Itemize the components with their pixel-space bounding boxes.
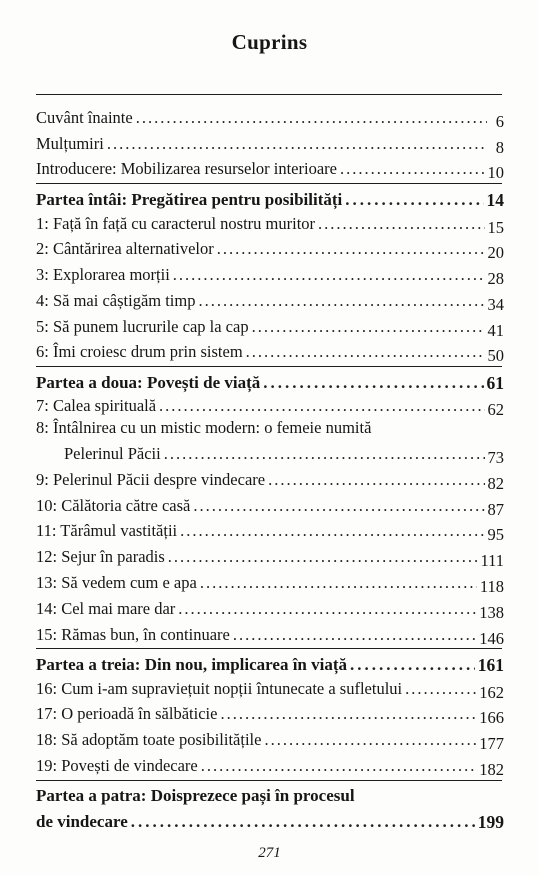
entry-title: 3: Explorarea morții [36,265,170,284]
toc-entry-chapter-8-line-1[interactable]: 8: Întâlnirea cu un mistic modern: o femeie numită [36,418,372,437]
toc-entry-chapter-15[interactable] [36,621,504,648]
toc-entry-acknowledgements[interactable] [36,130,504,157]
page-number: 166 [479,708,504,727]
leader-dots [263,373,483,393]
entry-title: Introducere: Mobilizarea resurselor interioare [36,159,337,178]
toc-entry-chapter-8[interactable] [64,440,504,467]
leader-dots [318,214,484,234]
leader-dots [200,573,477,593]
title-rule [36,94,502,95]
leader-dots [217,239,485,259]
entry-title: 19: Povești de vindecare [36,756,198,775]
entry-title: 12: Sejur în paradis [36,547,165,566]
page-number: 20 [487,243,504,262]
entry-title-continuation: Pelerinul Păcii [64,444,161,463]
part-title-continuation: de vindecare [36,812,128,831]
page-number: 146 [479,629,504,648]
leader-dots [198,291,484,311]
page-number: 34 [487,295,504,314]
entry-title: 1: Față în față cu caracterul nostru muritor [36,214,316,233]
page-number: 73 [487,448,504,467]
entry-title: 4: Să mai câștigăm timp [36,291,196,310]
part-title: Partea a treia: Din nou, implicarea în viață [36,655,348,674]
page-number: 161 [477,655,504,675]
toc-entry-chapter-18[interactable] [36,726,504,753]
leader-dots [264,730,476,750]
toc-entry-introduction[interactable] [36,155,504,182]
page-number: 61 [486,373,504,393]
entry-title: 15: Rămas bun, în continuare [36,625,230,644]
leader-dots [180,521,484,541]
toc-part-1[interactable] [36,186,504,210]
leader-dots [107,134,487,154]
leader-dots [164,444,485,464]
leader-dots [233,625,476,645]
entry-title: 10: Călătoria către casă [36,496,191,515]
toc-part-2[interactable] [36,369,504,393]
leader-dots [136,108,487,128]
page-number: 177 [479,734,504,753]
page-number: 182 [479,760,504,779]
page-number: 8 [495,138,504,157]
page-number: 50 [487,346,504,365]
leader-dots [345,190,483,210]
page-number: 62 [487,400,504,419]
leader-dots [350,655,475,675]
entry-title: 17: O perioadă în sălbăticie [36,704,218,723]
page-title: Cuprins [231,30,308,54]
toc-entry-chapter-16[interactable] [36,675,504,702]
entry-title: 18: Să adoptăm toate posibilitățile [36,730,262,749]
leader-dots [252,317,485,337]
toc-entry-chapter-5[interactable] [36,313,504,340]
section-rule [36,183,502,184]
entry-title: 2: Cântărirea alternativelor [36,239,214,258]
toc-entry-chapter-6[interactable] [36,338,504,365]
page-number: 87 [487,500,504,519]
page-number: 6 [495,112,504,131]
section-rule [36,366,502,367]
toc-entry-chapter-9[interactable] [36,466,504,493]
toc-entry-chapter-17[interactable] [36,700,504,727]
entry-title: 5: Să punem lucrurile cap la cap [36,317,249,336]
toc-entry-chapter-10[interactable] [36,492,504,519]
leader-dots [220,704,476,724]
entry-title: 7: Calea spirituală [36,396,157,415]
leader-dots [268,470,484,490]
entry-title: 11: Tărâmul vastității [36,521,178,540]
toc-part-4[interactable] [36,808,504,832]
toc-entry-chapter-14[interactable] [36,595,504,622]
entry-title: 6: Îmi croiesc drum prin sistem [36,342,243,361]
page-folio: 271 [258,845,281,861]
leader-dots [340,159,485,179]
toc-part-4-line-1[interactable]: Partea a patra: Doisprezece pași în procesul [36,786,355,805]
part-title: Partea întâi: Pregătirea pentru posibilități [36,190,343,209]
leader-dots [246,342,485,362]
leader-dots [173,265,485,285]
page-number: 10 [487,163,504,182]
leader-dots [405,679,476,699]
leader-dots [178,599,476,619]
page-number: 111 [480,551,504,570]
page-number: 41 [487,321,504,340]
entry-title: 16: Cum i-am supraviețuit nopții întunecate a sufletului [36,679,403,698]
page-number: 162 [479,683,504,702]
page-number: 15 [487,218,504,237]
page-number: 82 [487,474,504,493]
page-number: 118 [479,577,504,596]
toc-entry-chapter-2[interactable] [36,235,504,262]
section-rule [36,648,502,649]
section-rule [36,780,502,781]
toc-entry-chapter-12[interactable] [36,543,504,570]
toc-entry-chapter-1[interactable] [36,210,504,237]
toc-part-3[interactable] [36,651,504,675]
toc-entry-chapter-4[interactable] [36,287,504,314]
toc-entry-foreword[interactable] [36,104,504,131]
leader-dots [159,396,484,416]
page-number: 138 [479,603,504,622]
toc-entry-chapter-3[interactable] [36,261,504,288]
part-title: Partea a doua: Povești de viață [36,373,261,392]
toc-entry-chapter-19[interactable] [36,752,504,779]
page-number: 28 [487,269,504,288]
entry-title: 14: Cel mai mare dar [36,599,176,618]
toc-entry-chapter-13[interactable] [36,569,504,596]
page-number: 14 [486,190,504,210]
leader-dots [168,547,478,567]
page-number: 199 [477,812,504,832]
entry-title: Cuvânt înainte [36,108,133,127]
leader-dots [131,812,475,832]
entry-title: 9: Pelerinul Păcii despre vindecare [36,470,266,489]
page-number: 95 [487,525,504,544]
leader-dots [193,496,484,516]
toc-entry-chapter-7[interactable] [36,392,504,419]
toc-entry-chapter-11[interactable] [36,517,504,544]
entry-title: 13: Să vedem cum e apa [36,573,197,592]
leader-dots [201,756,477,776]
entry-title: Mulțumiri [36,134,104,153]
